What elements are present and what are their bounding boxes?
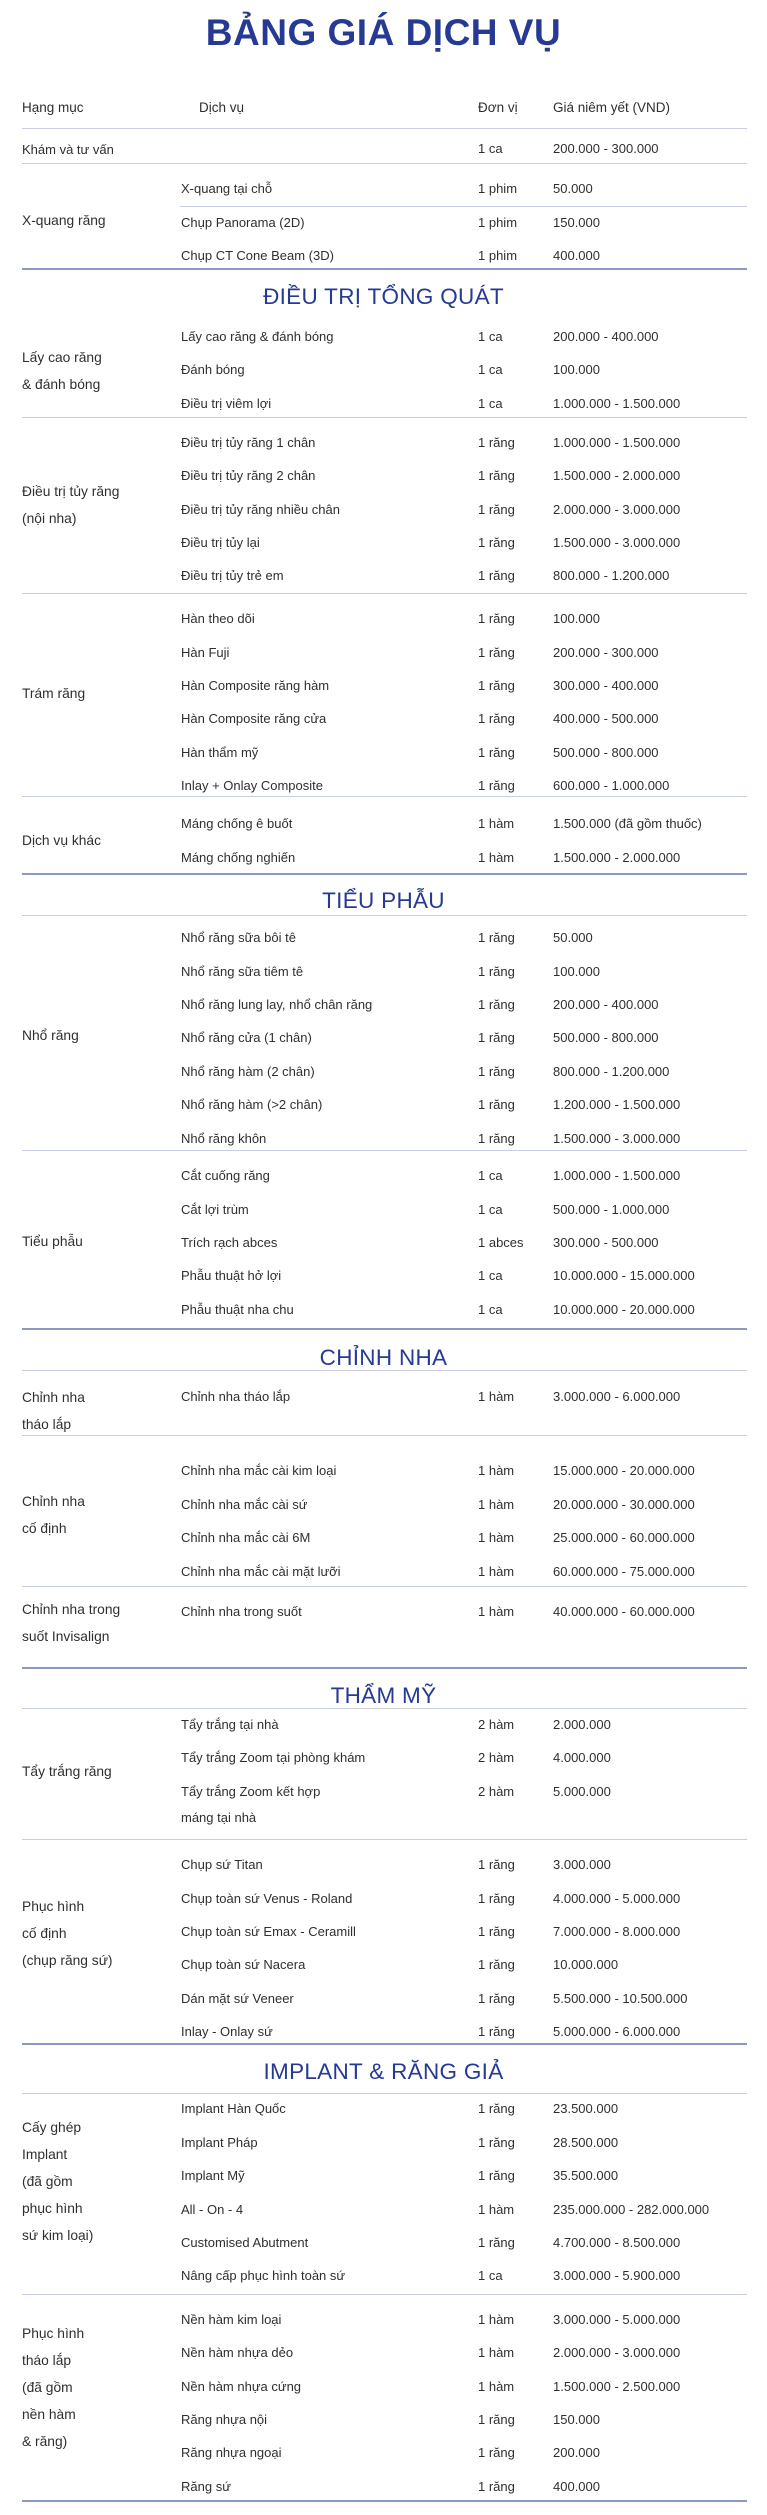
service-cell: Điều trị tủy lại (181, 535, 260, 550)
table-divider (22, 1667, 747, 1669)
table-row (0, 1810, 767, 1832)
category-label: Khám và tư vấn (22, 142, 114, 157)
table-row (0, 1784, 767, 1806)
unit-cell: 1 răng (478, 964, 515, 979)
unit-cell: 1 abces (478, 1235, 524, 1250)
category-label: Trám răng (22, 686, 86, 701)
service-cell: Hàn thẩm mỹ (181, 745, 259, 760)
table-row (0, 468, 767, 490)
price-cell: 10.000.000 - 15.000.000 (553, 1268, 695, 1283)
price-cell: 15.000.000 - 20.000.000 (553, 1463, 695, 1478)
service-cell: Chỉnh nha mắc cài 6M (181, 1530, 311, 1545)
service-cell: Nền hàm kim loại (181, 2312, 282, 2327)
price-cell: 20.000.000 - 30.000.000 (553, 1497, 695, 1512)
price-cell: 2.000.000 - 3.000.000 (553, 2345, 681, 2360)
table-row (0, 2235, 767, 2257)
unit-cell: 1 răng (478, 2235, 515, 2250)
price-cell: 35.500.000 (553, 2168, 619, 2183)
service-cell: Chụp toàn sứ Nacera (181, 1957, 306, 1972)
section-title: ĐIỀU TRỊ TỔNG QUÁT (263, 284, 504, 309)
section-title: IMPLANT & RĂNG GIẢ (263, 2059, 504, 2084)
table-row (0, 502, 767, 524)
unit-cell: 1 răng (478, 568, 515, 583)
table-divider (22, 2294, 747, 2295)
price-cell: 400.000 - 500.000 (553, 711, 659, 726)
table-row (0, 1389, 767, 1411)
table-row (0, 1604, 767, 1626)
unit-cell: 1 răng (478, 645, 515, 660)
table-divider (22, 2093, 747, 2094)
header-price: Giá niêm yết (VND) (553, 100, 671, 115)
unit-cell: 1 răng (478, 2412, 515, 2427)
service-cell: Tẩy trắng Zoom kết hợp (181, 1784, 321, 1799)
table-divider (22, 915, 747, 916)
unit-cell: 1 răng (478, 611, 515, 626)
price-cell: 200.000 - 400.000 (553, 329, 659, 344)
unit-cell: 1 răng (478, 678, 515, 693)
unit-cell: 1 ca (478, 1302, 503, 1317)
category-label: Chỉnh nha trong suốt Invisalign (22, 1602, 121, 1644)
unit-cell: 1 răng (478, 930, 515, 945)
table-row (0, 248, 767, 270)
price-cell: 4.700.000 - 8.500.000 (553, 2235, 681, 2250)
service-cell: Nhổ răng hàm (2 chân) (181, 1064, 315, 1079)
table-header (22, 100, 747, 124)
price-cell: 3.000.000 - 5.000.000 (553, 2312, 681, 2327)
table-row (0, 711, 767, 733)
table-divider (22, 873, 747, 875)
service-cell: Nền hàm nhựa cứng (181, 2379, 302, 2394)
service-cell: Chụp sứ Titan (181, 1857, 263, 1872)
header-service: Dịch vụ (199, 100, 245, 115)
table-row (0, 1302, 767, 1324)
unit-cell: 1 hàm (478, 1497, 515, 1512)
unit-cell: 1 răng (478, 2101, 515, 2116)
price-cell: 3.000.000 (553, 1857, 611, 1872)
unit-cell: 1 hàm (478, 1530, 515, 1545)
table-row (0, 2479, 767, 2501)
price-cell: 100.000 (553, 964, 600, 979)
service-cell: Nhổ răng sữa bôi tê (181, 930, 296, 945)
unit-cell: 1 hàm (478, 2345, 515, 2360)
service-cell: Chỉnh nha trong suốt (181, 1604, 302, 1619)
price-cell: 500.000 - 800.000 (553, 745, 659, 760)
table-row (0, 2312, 767, 2334)
price-cell: 500.000 - 1.000.000 (553, 1202, 670, 1217)
category-label: X-quang răng (22, 213, 106, 228)
unit-cell: 1 răng (478, 711, 515, 726)
category-label: Cấy ghép Implant (đã gồm phục hình sứ kim loại) (22, 2120, 94, 2243)
price-cell: 1.500.000 - 3.000.000 (553, 1131, 681, 1146)
table-row (0, 1924, 767, 1946)
unit-cell: 1 răng (478, 502, 515, 517)
price-cell: 400.000 (553, 2479, 600, 2494)
table-row (0, 645, 767, 667)
table-row (0, 2412, 767, 2434)
price-cell: 4.000.000 (553, 1750, 611, 1765)
service-cell: Inlay + Onlay Composite (181, 778, 323, 793)
table-row (0, 435, 767, 457)
unit-cell: 1 răng (478, 745, 515, 760)
row-separator (180, 206, 747, 207)
table-row (0, 778, 767, 800)
table-row (0, 2379, 767, 2401)
table-row (0, 1497, 767, 1519)
service-cell: Nhổ răng sữa tiêm tê (181, 964, 304, 979)
service-cell: Lấy cao răng & đánh bóng (181, 329, 334, 344)
price-cell: 10.000.000 (553, 1957, 619, 1972)
unit-cell: 1 hàm (478, 1463, 515, 1478)
price-cell: 5.500.000 - 10.500.000 (553, 1991, 688, 2006)
service-cell: Nhổ răng khôn (181, 1131, 267, 1146)
category-label: Chỉnh nha cố định (22, 1494, 85, 1536)
table-row (0, 2202, 767, 2224)
table-row (0, 1564, 767, 1586)
table-row (0, 1268, 767, 1290)
category-label: Điều trị tủy răng (nội nha) (22, 484, 120, 526)
price-cell: 300.000 - 500.000 (553, 1235, 659, 1250)
price-cell: 40.000.000 - 60.000.000 (553, 1604, 695, 1619)
table-divider (22, 593, 747, 594)
table-row (0, 2135, 767, 2157)
price-cell: 1.500.000 - 2.000.000 (553, 850, 681, 865)
table-row (0, 997, 767, 1019)
price-cell: 800.000 - 1.200.000 (553, 568, 670, 583)
unit-cell: 1 răng (478, 1924, 515, 1939)
price-cell: 7.000.000 - 8.000.000 (553, 1924, 681, 1939)
unit-cell: 1 răng (478, 435, 515, 450)
category-label: Dịch vụ khác (22, 833, 101, 848)
table-row (0, 1717, 767, 1739)
unit-cell: 1 ca (478, 1268, 503, 1283)
price-cell: 50.000 (553, 181, 593, 196)
table-row (0, 1991, 767, 2013)
table-row (0, 611, 767, 633)
service-cell: Phẫu thuật hở lợi (181, 1268, 282, 1283)
price-cell: 3.000.000 - 6.000.000 (553, 1389, 681, 1404)
service-cell: Hàn Composite răng cửa (181, 711, 327, 726)
unit-cell: 1 phim (478, 181, 518, 196)
unit-cell: 1 hàm (478, 816, 515, 831)
unit-cell: 2 hàm (478, 1750, 515, 1765)
unit-cell: 1 răng (478, 1097, 515, 1112)
table-row (0, 141, 767, 163)
service-cell: Phẫu thuật nha chu (181, 1302, 294, 1317)
section-title: TIỂU PHẪU (322, 888, 445, 913)
table-row (0, 1957, 767, 1979)
table-row (0, 1202, 767, 1224)
table-row (0, 181, 767, 203)
service-cell: Tẩy trắng tại nhà (181, 1717, 279, 1732)
price-cell: 150.000 (553, 215, 600, 230)
service-cell: Cắt cuống răng (181, 1168, 270, 1183)
unit-cell: 1 ca (478, 329, 503, 344)
section-title: THẨM MỸ (330, 1683, 437, 1708)
service-cell: Cắt lợi trùm (181, 1202, 249, 1217)
unit-cell: 1 răng (478, 1891, 515, 1906)
table-row (0, 1857, 767, 1879)
price-cell: 1.000.000 - 1.500.000 (553, 396, 681, 411)
price-cell: 5.000.000 - 6.000.000 (553, 2024, 681, 2039)
table-divider (22, 1586, 747, 1587)
unit-cell: 1 răng (478, 997, 515, 1012)
price-cell: 1.500.000 (đã gồm thuốc) (553, 816, 702, 831)
section-title: CHỈNH NHA (319, 1345, 448, 1370)
unit-cell: 1 phim (478, 215, 518, 230)
unit-cell: 1 hàm (478, 850, 515, 865)
unit-cell: 1 răng (478, 778, 515, 793)
service-cell: Chỉnh nha mắc cài kim loại (181, 1463, 337, 1478)
price-cell: 25.000.000 - 60.000.000 (553, 1530, 695, 1545)
price-cell: 235.000.000 - 282.000.000 (553, 2202, 710, 2217)
table-row (0, 1463, 767, 1485)
table-row (0, 1131, 767, 1153)
unit-cell: 2 hàm (478, 1784, 515, 1799)
price-cell: 100.000 (553, 611, 600, 626)
price-cell: 600.000 - 1.000.000 (553, 778, 670, 793)
price-cell: 1.000.000 - 1.500.000 (553, 1168, 681, 1183)
category-label: Tẩy trắng răng (22, 1764, 112, 1779)
service-cell: Hàn Fuji (181, 645, 230, 660)
price-cell: 1.200.000 - 1.500.000 (553, 1097, 681, 1112)
unit-cell: 1 hàm (478, 1564, 515, 1579)
price-cell: 400.000 (553, 248, 600, 263)
service-cell: Chụp CT Cone Beam (3D) (181, 248, 334, 263)
unit-cell: 1 răng (478, 535, 515, 550)
unit-cell: 1 răng (478, 1957, 515, 1972)
table-row (0, 535, 767, 557)
unit-cell: 1 hàm (478, 1604, 515, 1619)
service-cell: Nhổ răng lung lay, nhổ chân răng (181, 997, 373, 1012)
price-cell: 5.000.000 (553, 1784, 611, 1799)
service-cell: Hàn theo dõi (181, 611, 255, 626)
table-row (0, 1064, 767, 1086)
service-cell: Implant Mỹ (181, 2168, 245, 2183)
service-cell: Customised Abutment (181, 2235, 309, 2250)
unit-cell: 1 ca (478, 362, 503, 377)
table-row (0, 2101, 767, 2123)
price-cell: 4.000.000 - 5.000.000 (553, 1891, 681, 1906)
unit-cell: 1 răng (478, 1991, 515, 2006)
service-cell: Điều trị tủy trẻ em (181, 568, 284, 583)
table-divider (22, 163, 747, 164)
unit-cell: 1 răng (478, 1131, 515, 1146)
price-cell: 800.000 - 1.200.000 (553, 1064, 670, 1079)
unit-cell: 1 ca (478, 1168, 503, 1183)
service-cell: Chụp Panorama (2D) (181, 215, 305, 230)
table-row (0, 1030, 767, 1052)
unit-cell: 1 hàm (478, 1389, 515, 1404)
unit-cell: 1 răng (478, 1857, 515, 1872)
unit-cell: 1 răng (478, 2445, 515, 2460)
table-row (0, 396, 767, 418)
table-row (0, 678, 767, 700)
service-cell: Đánh bóng (181, 362, 245, 377)
service-cell: máng tại nhà (181, 1810, 257, 1825)
unit-cell: 1 hàm (478, 2379, 515, 2394)
service-cell: Chụp toàn sứ Emax - Ceramill (181, 1924, 356, 1939)
price-cell: 200.000 - 300.000 (553, 141, 659, 156)
unit-cell: 1 ca (478, 2268, 503, 2283)
unit-cell: 1 ca (478, 1202, 503, 1217)
category-label: Tiểu phẫu (22, 1234, 83, 1249)
table-row (0, 930, 767, 952)
unit-cell: 1 răng (478, 2024, 515, 2039)
service-cell: Răng nhựa nội (181, 2412, 268, 2427)
unit-cell: 1 phim (478, 248, 518, 263)
service-cell: Máng chống ê buốt (181, 816, 293, 831)
table-row (0, 2268, 767, 2290)
unit-cell: 1 ca (478, 141, 503, 156)
service-cell: Trích rạch abces (181, 1235, 278, 1250)
table-divider (22, 1839, 747, 1840)
table-row (0, 2024, 767, 2046)
price-cell: 1.500.000 - 3.000.000 (553, 535, 681, 550)
unit-cell: 1 răng (478, 2135, 515, 2150)
price-cell: 1.000.000 - 1.500.000 (553, 435, 681, 450)
price-cell: 23.500.000 (553, 2101, 619, 2116)
service-cell: Implant Pháp (181, 2135, 258, 2150)
category-label: Lấy cao răng & đánh bóng (22, 350, 102, 392)
table-row (0, 1168, 767, 1190)
table-row (0, 850, 767, 872)
service-cell: Điều trị viêm lợi (181, 396, 272, 411)
table-row (0, 745, 767, 767)
unit-cell: 2 hàm (478, 1717, 515, 1732)
unit-cell: 1 răng (478, 468, 515, 483)
price-cell: 2.000.000 (553, 1717, 611, 1732)
service-cell: All - On - 4 (181, 2202, 244, 2217)
table-divider (22, 128, 747, 129)
price-cell: 10.000.000 - 20.000.000 (553, 1302, 695, 1317)
service-cell: Răng sứ (181, 2479, 231, 2494)
table-row (0, 1750, 767, 1772)
service-cell: Implant Hàn Quốc (181, 2101, 286, 2116)
table-row (0, 2445, 767, 2467)
table-row (0, 215, 767, 237)
table-row (0, 329, 767, 351)
category-label: Chỉnh nha tháo lắp (22, 1390, 85, 1432)
unit-cell: 1 ca (478, 396, 503, 411)
service-cell: Nền hàm nhựa dẻo (181, 2345, 294, 2360)
service-cell: Răng nhựa ngoại (181, 2445, 282, 2460)
price-cell: 500.000 - 800.000 (553, 1030, 659, 1045)
service-cell: Chỉnh nha mắc cài sứ (181, 1497, 308, 1512)
unit-cell: 1 răng (478, 1030, 515, 1045)
category-label: Nhổ răng (22, 1028, 79, 1043)
service-cell: Inlay - Onlay sứ (181, 2024, 273, 2039)
price-cell: 200.000 - 300.000 (553, 645, 659, 660)
service-cell: Nhổ răng cửa (1 chân) (181, 1030, 312, 1045)
service-cell: Chỉnh nha tháo lắp (181, 1389, 291, 1404)
table-row (0, 362, 767, 384)
header-category: Hạng mục (22, 100, 84, 115)
price-cell: 150.000 (553, 2412, 600, 2427)
price-cell: 2.000.000 - 3.000.000 (553, 502, 681, 517)
price-cell: 200.000 - 400.000 (553, 997, 659, 1012)
service-cell: Máng chống nghiến (181, 850, 296, 865)
price-cell: 200.000 (553, 2445, 600, 2460)
service-cell: Tẩy trắng Zoom tại phòng khám (181, 1750, 366, 1765)
page-title: BẢNG GIÁ DỊCH VỤ (205, 12, 562, 53)
table-row (0, 1097, 767, 1119)
price-cell: 60.000.000 - 75.000.000 (553, 1564, 695, 1579)
unit-cell: 1 răng (478, 2479, 515, 2494)
table-row (0, 2168, 767, 2190)
service-cell: Dán mặt sứ Veneer (181, 1991, 294, 2006)
service-cell: Chỉnh nha mắc cài mặt lưỡi (181, 1564, 341, 1579)
unit-cell: 1 răng (478, 2168, 515, 2183)
service-cell: X-quang tại chỗ (181, 181, 273, 196)
table-row (0, 2345, 767, 2367)
service-cell: Nâng cấp phục hình toàn sứ (181, 2268, 346, 2283)
table-row (0, 1891, 767, 1913)
price-cell: 300.000 - 400.000 (553, 678, 659, 693)
price-cell: 50.000 (553, 930, 593, 945)
price-cell: 3.000.000 - 5.900.000 (553, 2268, 681, 2283)
unit-cell: 1 hàm (478, 2312, 515, 2327)
service-cell: Điều trị tủy răng nhiều chân (181, 502, 340, 517)
table-row (0, 816, 767, 838)
table-divider (22, 1328, 747, 1330)
table-row (0, 1235, 767, 1257)
header-unit: Đơn vị (478, 100, 518, 115)
price-cell: 1.500.000 - 2.500.000 (553, 2379, 681, 2394)
service-cell: Hàn Composite răng hàm (181, 678, 330, 693)
price-cell: 28.500.000 (553, 2135, 619, 2150)
table-row (0, 964, 767, 986)
unit-cell: 1 hàm (478, 2202, 515, 2217)
price-cell: 1.500.000 - 2.000.000 (553, 468, 681, 483)
service-cell: Điều trị tủy răng 1 chân (181, 435, 316, 450)
unit-cell: 1 răng (478, 1064, 515, 1079)
service-cell: Chụp toàn sứ Venus - Roland (181, 1891, 353, 1906)
category-label: Phục hình tháo lắp (đã gồm nền hàm & răng) (22, 2326, 85, 2449)
service-cell: Nhổ răng hàm (>2 chân) (181, 1097, 323, 1112)
category-label: Phục hình cố định (chụp răng sứ) (22, 1899, 113, 1968)
table-row (0, 1530, 767, 1552)
table-row (0, 568, 767, 590)
price-cell: 100.000 (553, 362, 600, 377)
service-cell: Điều trị tủy răng 2 chân (181, 468, 316, 483)
